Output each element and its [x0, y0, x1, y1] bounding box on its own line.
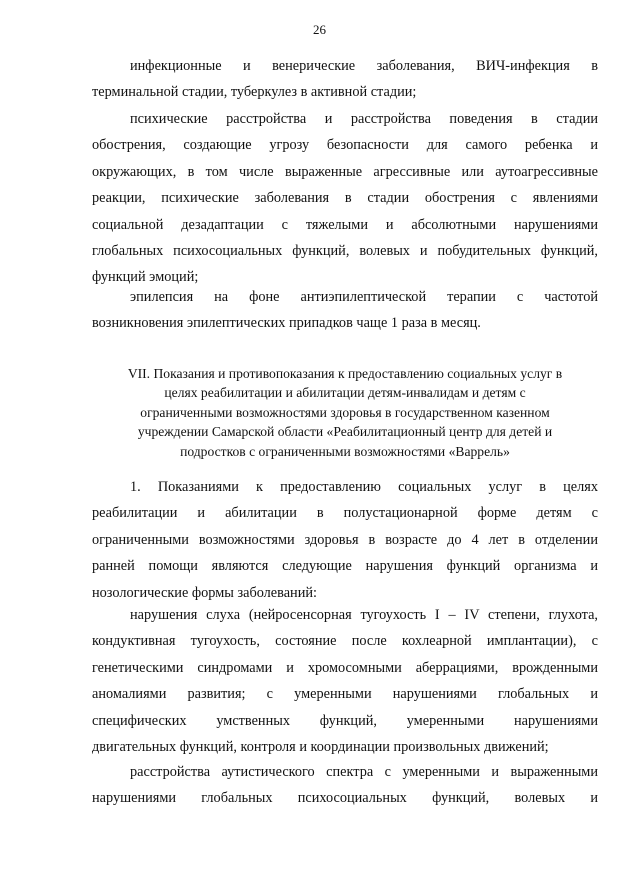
- paragraph-autism: [92, 759, 598, 812]
- paragraph-mental-disorders: [92, 106, 598, 291]
- text-line: реабилитации и абилитации в полустационарной форме детям с: [92, 505, 598, 522]
- heading-line: подростков с ограниченными возможностями «Варрель»: [180, 443, 510, 459]
- paragraph-infections: [92, 53, 598, 106]
- page-number: 26: [313, 22, 326, 37]
- paragraph-epilepsy: [92, 284, 598, 337]
- text-line: ограниченными возможностями здоровья в возрасте до 4 лет в отделении: [92, 531, 598, 548]
- text-line: терминальной стадии, туберкулез в активной стадии;: [92, 84, 417, 101]
- text-line: инфекционные и венерические заболевания, ВИЧ-инфекция в: [130, 58, 598, 74]
- heading-line: учреждении Самарской области «Реабилитационный центр для детей и: [137, 424, 553, 440]
- text-line: аномалиями развития; с умеренными нарушениями глобальных и: [92, 686, 598, 703]
- text-line: нозологические формы заболеваний:: [92, 584, 317, 601]
- text-line: специфических умственных функций, умеренными нарушениями: [92, 712, 598, 729]
- text-line: эпилепсия на фоне антиэпилептической терапии с частотой: [130, 289, 598, 305]
- text-line: ранней помощи являются следующие нарушения функций организма и: [92, 558, 598, 575]
- section-heading: [92, 364, 598, 461]
- text-line: кондуктивная тугоухость, состояние после кохлеарной имплантации), с: [92, 633, 598, 650]
- text-line: социальной дезадаптации с тяжелыми и абсолютными нарушениями: [92, 216, 598, 233]
- text-line: реакции, психические заболевания в стадии обострения с явлениями: [92, 190, 598, 207]
- heading-line: ограниченными возможностями здоровья в государственном казенном: [140, 404, 550, 420]
- text-line: возникновения эпилептических припадков чаще 1 раза в месяц.: [92, 315, 481, 332]
- text-line: психические расстройства и расстройства поведения в стадии: [130, 111, 598, 127]
- heading-line: целях реабилитации и абилитации детям-инвалидам и детям с: [164, 385, 526, 401]
- paragraph-indications: [92, 474, 598, 606]
- text-line: расстройства аутистического спектра с умеренными и выраженными: [130, 764, 598, 780]
- text-line: окружающих, в том числе выраженные агрессивные или аутоагрессивные: [92, 163, 598, 180]
- text-line: нарушения слуха (нейросенсорная тугоухость I – IV степени, глухота,: [130, 607, 598, 623]
- heading-line: VII. Показания и противопоказания к предоставлению социальных услуг в: [127, 366, 563, 381]
- text-line: функций эмоций;: [92, 269, 199, 286]
- text-line: двигательных функций, контроля и координации произвольных движений;: [92, 738, 549, 755]
- paragraph-hearing-disorders: [92, 602, 598, 760]
- text-line: глобальных психосоциальных функций, волевых и побудительных функций,: [92, 242, 598, 259]
- text-line: 1. Показаниями к предоставлению социальных услуг в целях: [130, 479, 598, 495]
- text-line: генетическими синдромами и хромосомными аберрациями, врожденными: [92, 659, 598, 676]
- text-line: нарушениями глобальных психосоциальных функций, волевых и: [92, 790, 598, 807]
- text-line: обострения, создающие угрозу безопасности для самого ребенка и: [92, 137, 598, 154]
